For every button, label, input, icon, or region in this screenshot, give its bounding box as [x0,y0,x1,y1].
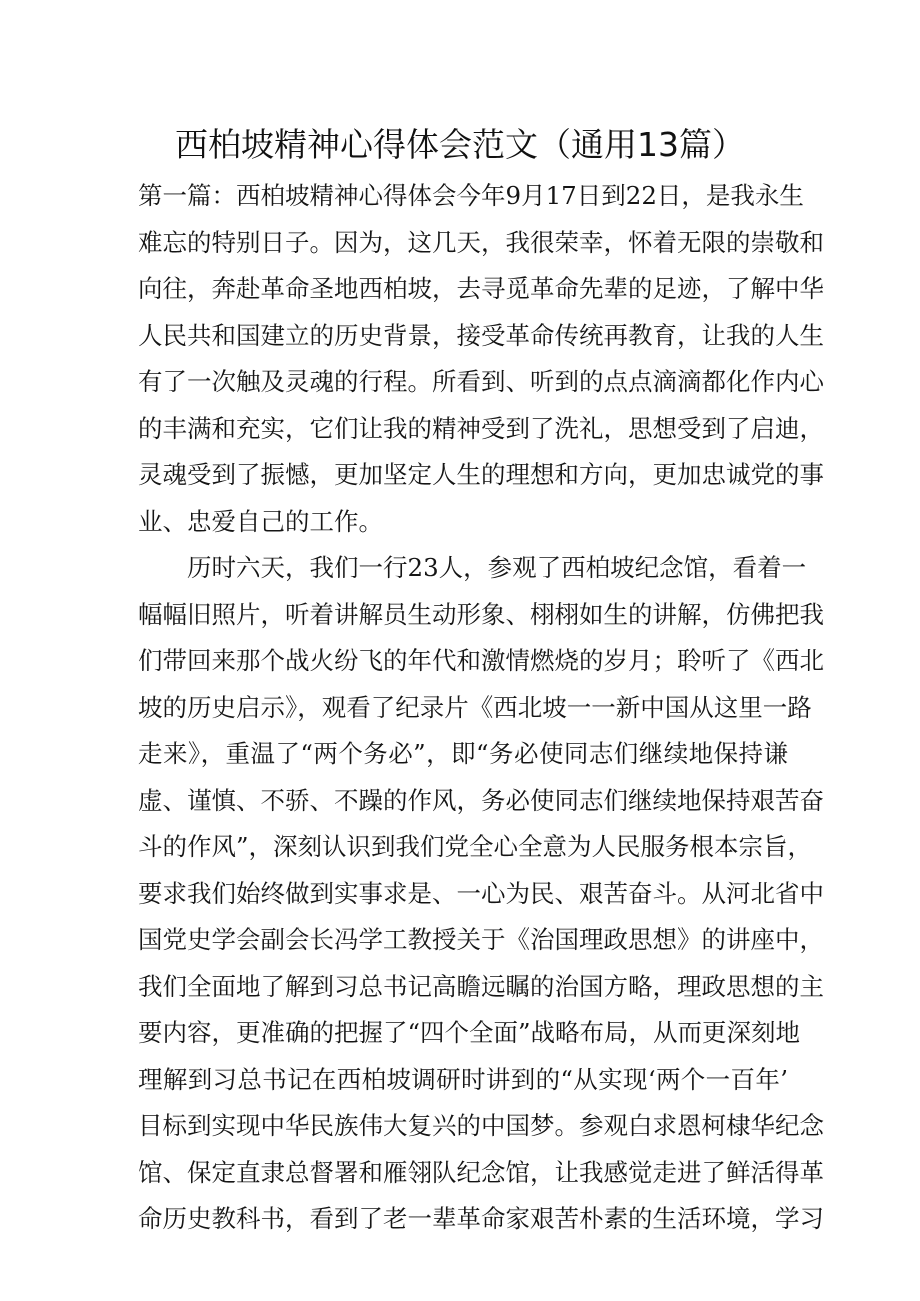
text-line: 我们全面地了解到习总书记高瞻远瞩的治国方略，理政思想的主 [138,971,824,1001]
text-line: 坡的历史启示》，观看了纪录片《西北坡一一新中国从这里一路 [138,692,812,722]
text-line: 的丰满和充实，它们让我的精神受到了洗礼，思想受到了启迪， [138,413,824,443]
text-line: 人民共和国建立的历史背景，接受革命传统再教育，让我的人生 [138,320,824,350]
text-line: 向往，奔赴革命圣地西柏坡，去寻觅革命先辈的足迹，了解中华 [138,274,824,303]
document-body [138,173,824,1243]
text-line: 斗的作风”，深刻认识到我们党全心全意为人民服务根本宗旨， [138,832,813,861]
text-line: 虚、谨慎、不骄、不躁的作风，务必使同志们继续地保持艰苦奋 [138,785,824,815]
text-line: 们带回来那个战火纷飞的年代和激情燃烧的岁月；聆听了《西北 [138,646,824,675]
document-title: 西柏坡精神心得体会范文（通用13篇） [175,125,745,164]
text-line: 幅幅旧照片，听着讲解员生动形象、栩栩如生的讲解，仿佛把我 [138,599,824,629]
text-line: 难忘的特别日子。因为，这几天，我很荣幸，怀着无限的崇敬和 [138,227,824,257]
text-line: 历时六天，我们一行23人，参观了西柏坡纪念馆，看着一 [187,553,807,582]
text-line: 国党史学会副会长冯学工教授关于《治国理政思想》的讲座中， [138,925,824,954]
paragraph [138,545,824,1243]
text-line: 有了一次触及灵魂的行程。所看到、听到的点点滴滴都化作内心 [138,367,824,396]
text-line: 馆、保定直隶总督署和雁翎队纪念馆，让我感觉走进了鲜活得革 [138,1157,824,1187]
text-line: 第一篇：西柏坡精神心得体会今年9月17日到22日，是我永生 [138,181,804,210]
text-line: 走来》，重温了“两个务必”，即“务必使同志们继续地保持谦 [138,739,788,768]
text-line: 业、忠爱自己的工作。 [138,506,383,536]
text-line: 要求我们始终做到实事求是、一心为民、艰苦奋斗。从河北省中 [138,878,824,908]
text-line: 目标到实现中华民族伟大复兴的中国梦。参观白求恩柯棣华纪念 [138,1111,824,1140]
text-line: 理解到习总书记在西柏坡调研时讲到的“从实现‘两个一百年’ [138,1064,788,1094]
text-line: 灵魂受到了振憾，更加坚定人生的理想和方向，更加忠诚党的事 [138,460,824,489]
paragraph [138,173,824,545]
text-line: 命历史教科书，看到了老一辈革命家艰苦朴素的生活环境，学习 [138,1204,824,1233]
text-line: 要内容，更准确的把握了“四个全面”战略布局，从而更深刻地 [138,1018,801,1047]
